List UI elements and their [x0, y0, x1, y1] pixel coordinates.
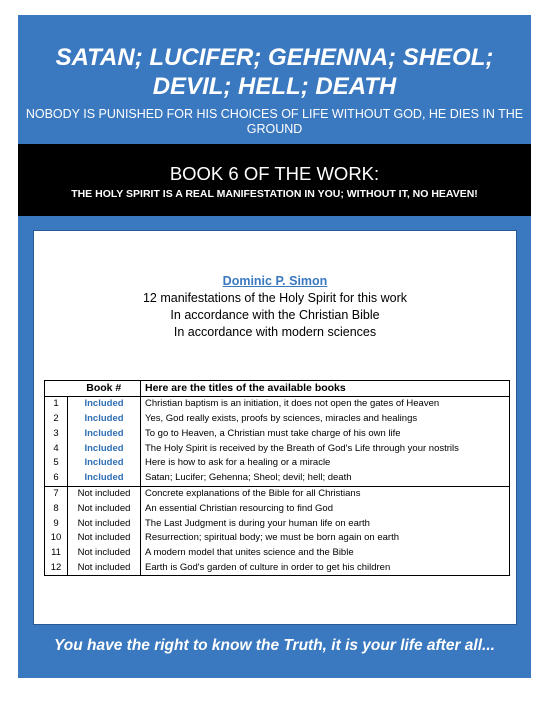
book-number: 1 [45, 396, 68, 411]
cover-title [18, 43, 531, 101]
book-number: 3 [45, 426, 68, 441]
book-status: Not included [68, 531, 141, 546]
table-row [45, 426, 510, 441]
table-row [45, 471, 510, 486]
book-number: 6 [45, 471, 68, 486]
header-book: Book # [68, 381, 141, 397]
book-number: 10 [45, 531, 68, 546]
book-title: Resurrection; spiritual body; we must be born again on earth [145, 532, 399, 544]
book-title: Satan; Lucifer; Gehenna; Sheol; devil; hell; death [141, 471, 510, 486]
book-title: Christian baptism is an initiation, it does not open the gates of Heaven [145, 398, 440, 410]
book-status: Included [68, 426, 141, 441]
cover-title-line-1: SATAN; LUCIFER; GEHENNA; SHEOL; [55, 44, 494, 71]
book-number: 11 [45, 546, 68, 561]
table-row [45, 396, 510, 411]
book-status: Included [68, 396, 141, 411]
table-row [45, 561, 510, 576]
book-status: Not included [68, 546, 141, 561]
book-number: 12 [45, 561, 68, 576]
book-title: Here is how to ask for a healing or a miracle [145, 457, 331, 469]
book-title: An essential Christian resourcing to find God [145, 502, 333, 514]
books-table [44, 380, 510, 576]
cover-subtitle: NOBODY IS PUNISHED FOR HIS CHOICES OF LIFE WITHOUT GOD, HE DIES IN THE GROUND [25, 107, 524, 136]
book-status: Included [68, 456, 141, 471]
author-name: Dominic P. Simon [222, 274, 328, 288]
table-row [45, 486, 510, 501]
table-row [45, 501, 510, 516]
description-line-2: In accordance with the Christian Bible [170, 308, 380, 322]
cover-title-line-2: DEVIL; HELL; DEATH [152, 73, 397, 100]
book-title: Yes, God really exists, proofs by sciences, miracles and healings [145, 412, 418, 424]
table-row [45, 531, 510, 546]
description-line-1: 12 manifestations of the Holy Spirit for this work [142, 291, 407, 305]
book-title: To go to Heaven, a Christian must take charge of his own life [145, 427, 401, 439]
book-status: Included [68, 441, 141, 456]
book-title: Concrete explanations of the Bible for all Christians [145, 487, 361, 499]
table-row [45, 456, 510, 471]
table-row [45, 516, 510, 531]
table-header-row [45, 381, 510, 397]
book-status: Not included [68, 501, 141, 516]
book-title: The Last Judgment is during your human life on earth [145, 517, 370, 529]
book-title: Earth is God's garden of culture in order to get his children [145, 561, 391, 573]
book-status: Not included [68, 561, 141, 576]
book-status: Included [68, 412, 141, 427]
book-number: 4 [45, 441, 68, 456]
table-row [45, 412, 510, 427]
header-num-cell [45, 381, 68, 397]
book-label: BOOK 6 OF THE WORK: [169, 163, 380, 184]
description-line-3: In accordance with modern sciences [173, 325, 377, 339]
book-number: 5 [45, 456, 68, 471]
table-row [45, 441, 510, 456]
book-title: A modern model that unites science and the Bible [145, 547, 354, 559]
table-row [45, 546, 510, 561]
book-banner [18, 144, 531, 216]
book-title: The Holy Spirit is received by the Breath of God's Life through your nostrils [145, 442, 459, 454]
book-number: 2 [45, 412, 68, 427]
book-number: 7 [45, 486, 68, 501]
cover-tagline: You have the right to know the Truth, it is your life after all... [54, 637, 495, 654]
book-number: 8 [45, 501, 68, 516]
book-subtitle: THE HOLY SPIRIT IS A REAL MANIFESTATION IN YOU; WITHOUT IT, NO HEAVEN! [71, 188, 478, 200]
book-cover [18, 15, 531, 678]
book-number: 9 [45, 516, 68, 531]
header-titles: Here are the titles of the available books [141, 381, 510, 397]
book-status: Not included [68, 516, 141, 531]
info-panel [33, 230, 517, 625]
book-status: Not included [68, 486, 141, 501]
book-status: Included [68, 471, 141, 486]
